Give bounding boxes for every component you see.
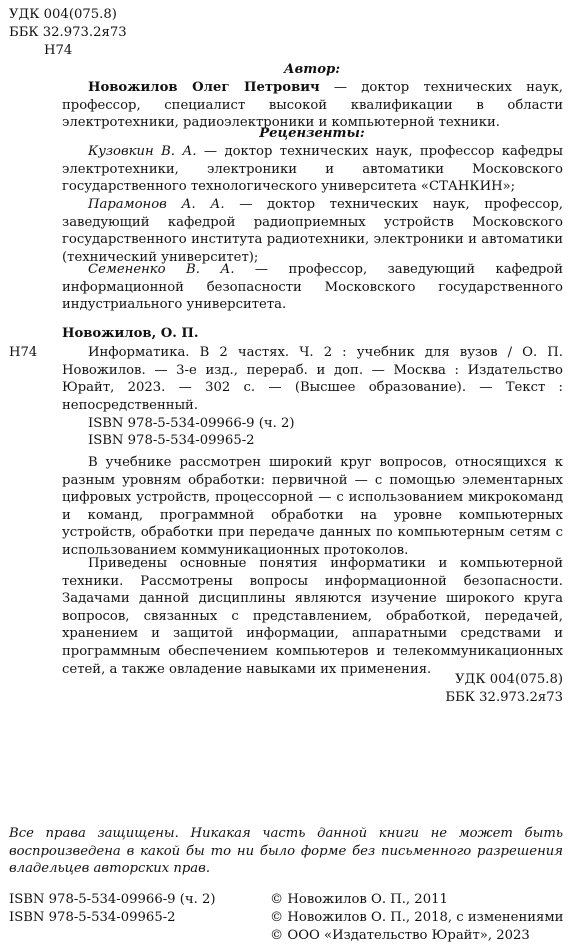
copyright-publisher: © ООО «Издательство Юрайт», 2023: [270, 928, 530, 943]
reviewer-entry: [62, 196, 563, 266]
reviewers-heading: Рецензенты:: [259, 126, 365, 141]
reviewer-entry: [62, 261, 563, 314]
reviewer-description: — профессор, заведующий кафедрой информационной безопасности Московского государственного индустриального университета.: [62, 262, 563, 313]
catalog-entry: Информатика. В 2 частях. Ч. 2 : учебник для вузов / О. П. Новожилов. — 3-е изд., перераб. и доп. — Москва : Издательство Юрайт, 2023. — 302 с. — (Высшее образование). — Текст : непосредственный.: [62, 345, 563, 413]
copyright-author-2011: © Новожилов О. П., 2011: [270, 892, 448, 907]
reviewer-entry: [62, 143, 563, 196]
reviewer-name: Кузовкин В. А.: [88, 144, 197, 159]
abstract-paragraph-2: Приведены основные понятия информатики и компьютерной техники. Рассмотрены вопросы информационной безопасности. Задачами данной дисциплины являются изучение широкого круга вопросов, связанных с представлением, обработкой, передачей, хранением и защитой информации, аппаратными средствами и программным обеспечением компьютеров и телекоммуникационных сетей, а также овладение навыками их применения.: [62, 556, 563, 677]
reviewer-description: — доктор технических наук, профессор кафедры электротехники, электроники и автоматики Московского государственного технологического университета «СТАНКИН»;: [62, 144, 563, 195]
reviewer-name: Семененко В. А.: [88, 262, 235, 277]
udk-code-top: УДК 004(075.8): [9, 7, 117, 22]
author-name: Новожилов Олег Петрович: [88, 80, 320, 95]
author-mark-top: Н74: [44, 43, 73, 58]
reviewer-name: Парамонов А. А.: [88, 197, 225, 212]
catalog-isbn-1: ISBN 978-5-534-09966-9 (ч. 2): [88, 416, 295, 431]
rights-notice: Все права защищены. Никакая часть данной книги не может быть воспроизведена в какой бы то ни было форме без письменного разрешения владельцев авторских прав.: [9, 826, 563, 877]
abstract-paragraph-1: В учебнике рассмотрен широкий круг вопросов, относящихся к разным уровням обработки: первичной — с помощью элементарных цифровых устройств, процессорной — с использованием микрокоманд и команд, программной обработки на уровне компьютерных устройств, обработки при передаче данных по компьютерным сетям с использованием коммуникационных протоколов.: [62, 455, 563, 558]
author-paragraph: [62, 79, 563, 132]
udk-code-bottom: УДК 004(075.8): [455, 672, 563, 687]
catalog-isbn-2: ISBN 978-5-534-09965-2: [88, 433, 255, 448]
copyright-author-2018: © Новожилов О. П., 2018, с изменениями: [270, 910, 564, 925]
author-description: — доктор технических наук, профессор, специалист высокой квалификации в области электротехники, радиоэлектроники и компьютерной техники.: [62, 80, 563, 131]
catalog-mark: Н74: [9, 345, 38, 360]
footer-isbn-1: ISBN 978-5-534-09966-9 (ч. 2): [9, 892, 216, 907]
bbk-code-top: ББК 32.973.2я73: [9, 25, 127, 40]
author-heading: Автор:: [283, 62, 341, 77]
catalog-heading: Новожилов, О. П.: [62, 326, 199, 341]
reviewer-description: — доктор технических наук, профессор, заведующий кафедрой радиоприемных устройств Московского государственного института радиотехники, электроники и автоматики (технический университет);: [62, 197, 563, 265]
footer-isbn-2: ISBN 978-5-534-09965-2: [9, 910, 176, 925]
bbk-code-bottom: ББК 32.973.2я73: [445, 690, 563, 705]
